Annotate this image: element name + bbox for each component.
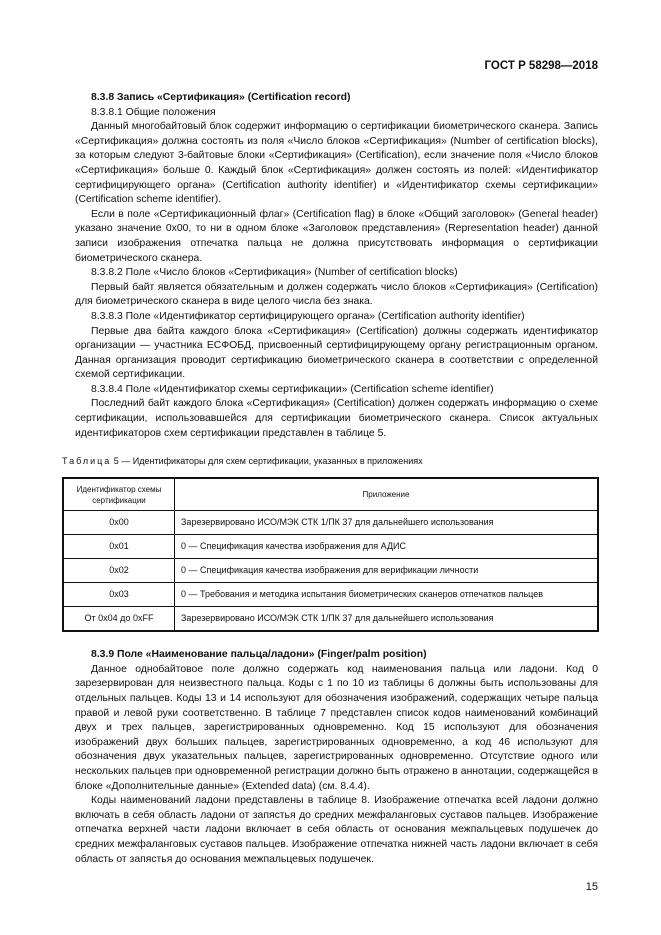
paragraph: Первый байт является обязательным и должен содержать число блоков «Сертификация» (Certification) для биометрического сканера в виде целого числа без знака. (75, 281, 598, 308)
page-number: 15 (585, 881, 598, 894)
cell-appendix: 0 — Спецификация качества изображения для АДИС (175, 535, 599, 559)
caption-text: 5 — Идентификаторы для схем сертификации, указанных в приложениях (111, 456, 423, 467)
caption-label: Таблица (62, 456, 112, 467)
column-header: Идентификатор схемы сертификации (63, 478, 175, 511)
subsection-heading: 8.3.8.2 Поле «Число блоков «Сертификация» (Number of certification blocks) (91, 267, 458, 279)
paragraph: Данный многобайтовый блок содержит информацию о сертификации биометрического сканера. Запись «Сертификация» должна состоять из поля «Число блоков «Сертификация» (Number of certification blocks), за которым следуют 3-байтовые блоки «Сертификация» (Certification), если значение поля «Число блоков «Сертификация» больше 0. Каждый блок «Сертификация» должен состоять из полей: «Идентификатор сертифицирующего органа» (Certification authority identifier) и «Идентификатор схемы сертификации» (Certification scheme identifier). (75, 121, 598, 206)
table-row (63, 511, 598, 535)
section-certification-record (75, 91, 598, 441)
cell-id: 0x02 (63, 559, 175, 583)
table-row (63, 535, 598, 559)
paragraph: Если в поле «Сертификационный флаг» (Certification flag) в блоке «Общий заголовок» (General header) указано значение 0x00, то ни в одном блоке «Заголовок представления» (Representation header) данной записи изображения отпечатка пальца не должна присутствовать информация о сертификации биометрического сканера. (75, 208, 598, 264)
cell-id: От 0x04 до 0xFF (63, 607, 175, 632)
cell-id: 0x03 (63, 583, 175, 607)
paragraph: Последний байт каждого блока «Сертификация» (Certification) должен содержать информацию о схеме сертификации, использовавшейся для сертификации биометрического сканера. Список актуальных идентификаторов схем сертификации представлен в таблице 5. (75, 398, 598, 439)
table-row (63, 607, 598, 632)
cell-id: 0x01 (63, 535, 175, 559)
table-caption (62, 455, 598, 467)
section-heading: 8.3.9 Поле «Наименование пальца/ладони» (Finger/palm position) (91, 649, 427, 661)
table-row (63, 559, 598, 583)
table-row (63, 583, 598, 607)
paragraph: Данное однобайтовое поле должно содержать код наименования пальца или ладони. Код 0 зарезервирован для неизвестного пальца. Коды с 1 по 10 из таблицы 6 должны быть использованы для отдельных пальцев. Коды 13 и 14 используют для обозначения изображений, содержащих четыре пальца правой и левой руки соответственно. В таблице 7 представлен список кодов наименований комбинаций двух и трех пальцев, зарегистрированных одновременно. Код 15 используют для обозначения изображений двух больших пальцев, зарегистрированных одновременно, а код 46 используют для обозначения двух указательных пальцев, зарегистрированных одновременно. Отсутствие одного или нескольких пальцев при одновременной регистрации должно быть отражено в аннотации, содержащейся в блоке «Дополнительные данные» (Extended data) (см. 8.4.4). (75, 663, 598, 792)
cell-appendix: Зарезервировано ИСО/МЭК СТК 1/ПК 37 для дальнейшего использования (175, 511, 599, 535)
subsection-heading: 8.3.8.1 Общие положения (91, 106, 216, 118)
document-id: ГОСТ Р 58298—2018 (484, 60, 598, 72)
section-finger-palm-position (75, 648, 598, 867)
certification-scheme-table (62, 477, 599, 632)
subsection-heading: 8.3.8.3 Поле «Идентификатор сертифицирующего органа» (Certification authority identifier) (91, 310, 525, 322)
paragraph: Коды наименований ладони представлены в таблице 8. Изображение отпечатка всей ладони должно включать в себя область ладони от запястья до средних межфаланговых суставов пальцев. Изображение отпечатка верхней части ладони включает в себя область от основания межпальцевых подушечек до средних межфаланговых суставов пальцев. Изображение отпечатка нижней часть ладони включает в себя область от запястья до основания межпальцевых подушечек. (75, 795, 598, 865)
cell-appendix: Зарезервировано ИСО/МЭК СТК 1/ПК 37 для дальнейшего использования (175, 607, 599, 632)
subsection-heading: 8.3.8.4 Поле «Идентификатор схемы сертификации» (Certification scheme identifier) (91, 383, 494, 395)
section-heading: 8.3.8 Запись «Сертификация» (Certification record) (91, 92, 351, 103)
cell-appendix: 0 — Спецификация качества изображения для верификации личности (175, 559, 599, 583)
paragraph: Первые два байта каждого блока «Сертификация» (Certification) должны содержать идентификатор организации — участника ЕСФОБД, присвоенный сертифицирующему органу регистрационным органом. Данная организация проводит сертификацию биометрического сканера в соответствии с определенной схемой сертификации. (75, 325, 598, 381)
cell-appendix: 0 — Требования и методика испытания биометрических сканеров отпечатков пальцев (175, 583, 599, 607)
cell-id: 0x00 (63, 511, 175, 535)
page-content (62, 0, 598, 914)
column-header: Приложение (175, 478, 599, 511)
table-header-row (63, 478, 598, 511)
